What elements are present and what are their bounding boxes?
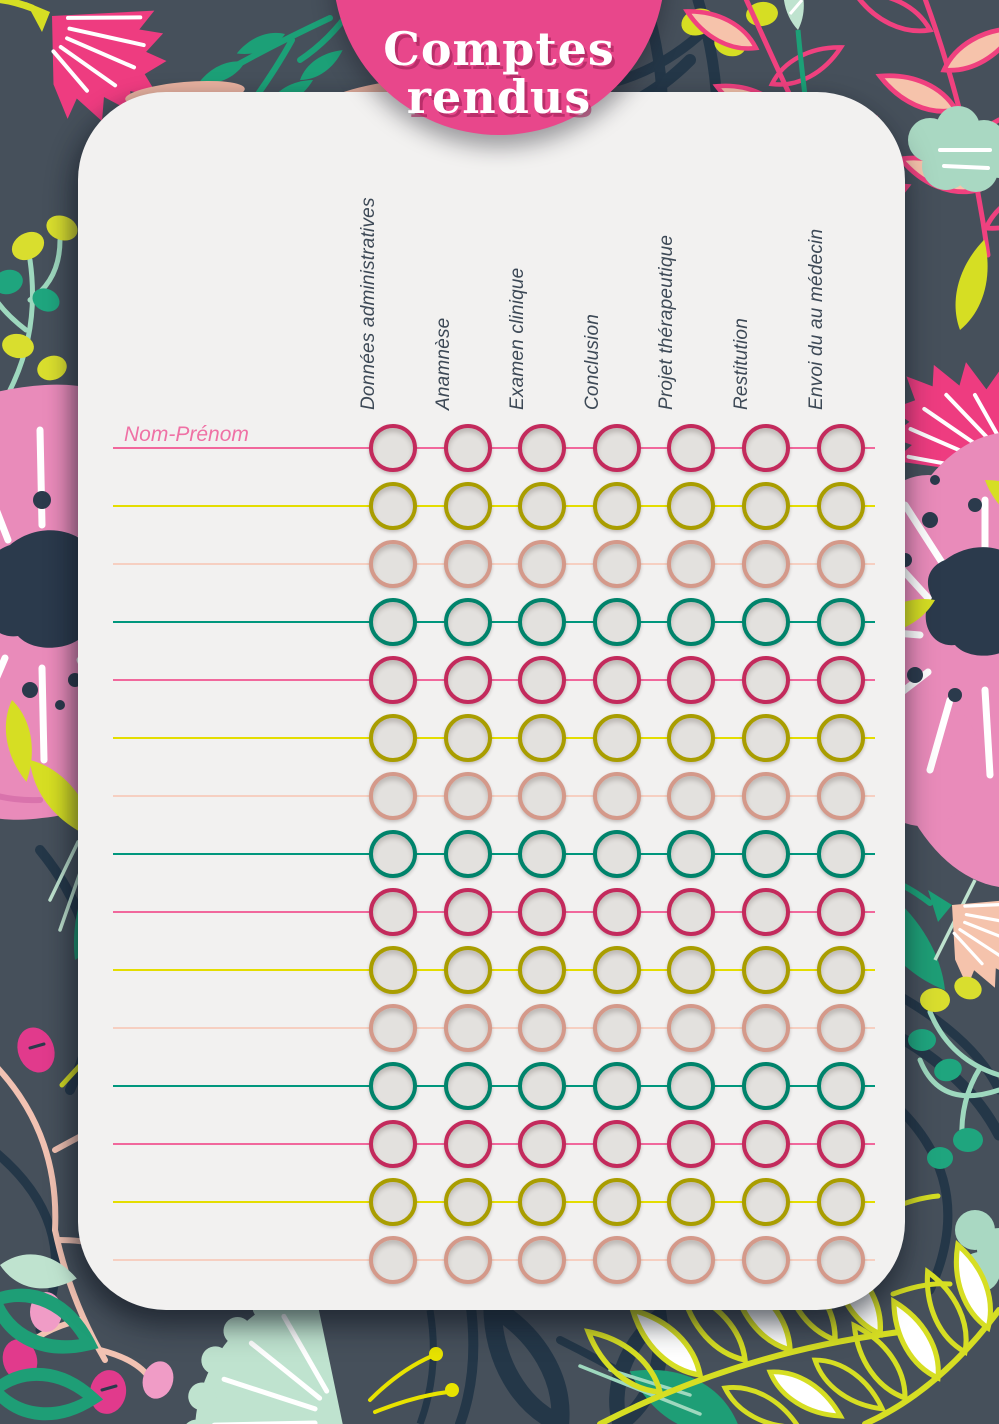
checkbox-circle[interactable] bbox=[518, 1178, 566, 1226]
checkbox-circle[interactable] bbox=[667, 1236, 715, 1284]
checkbox-circle[interactable] bbox=[518, 946, 566, 994]
checkbox-circle[interactable] bbox=[817, 830, 865, 878]
checkbox-circle[interactable] bbox=[444, 1004, 492, 1052]
checkbox-circle[interactable] bbox=[667, 598, 715, 646]
title-line-1: Comptes bbox=[383, 22, 615, 76]
checkbox-circle[interactable] bbox=[817, 1120, 865, 1168]
checkbox-circle[interactable] bbox=[593, 656, 641, 704]
page-title bbox=[333, 22, 665, 124]
name-column-label: Nom-Prénom bbox=[124, 423, 249, 446]
tracker-row bbox=[78, 1178, 905, 1226]
checkbox-circle[interactable] bbox=[518, 424, 566, 472]
checkbox-circle[interactable] bbox=[742, 1004, 790, 1052]
column-header-5: Projet thérapeutique bbox=[656, 234, 678, 410]
checkbox-circle[interactable] bbox=[742, 540, 790, 588]
checkbox-circle[interactable] bbox=[518, 772, 566, 820]
checkbox-circle[interactable] bbox=[667, 772, 715, 820]
checkbox-circle[interactable] bbox=[667, 830, 715, 878]
tracker-row bbox=[78, 714, 905, 762]
checkbox-circle[interactable] bbox=[667, 1062, 715, 1110]
checkbox-circle[interactable] bbox=[518, 888, 566, 936]
checkbox-circle[interactable] bbox=[369, 1236, 417, 1284]
checkbox-circle[interactable] bbox=[444, 482, 492, 530]
checkbox-circle[interactable] bbox=[667, 946, 715, 994]
tracker-row bbox=[78, 656, 905, 704]
checkbox-circle[interactable] bbox=[742, 482, 790, 530]
checkbox-circle[interactable] bbox=[742, 830, 790, 878]
checkbox-circle[interactable] bbox=[817, 424, 865, 472]
tracker-row bbox=[78, 482, 905, 530]
checkbox-circle[interactable] bbox=[742, 424, 790, 472]
checkbox-circle[interactable] bbox=[593, 1236, 641, 1284]
checkbox-circle[interactable] bbox=[667, 1004, 715, 1052]
checkbox-circle[interactable] bbox=[518, 540, 566, 588]
tracker-row bbox=[78, 830, 905, 878]
tracker-card bbox=[78, 92, 905, 1310]
checkbox-circle[interactable] bbox=[518, 482, 566, 530]
checkbox-circle[interactable] bbox=[518, 1062, 566, 1110]
checkbox-circle[interactable] bbox=[742, 714, 790, 762]
checkbox-circle[interactable] bbox=[667, 1120, 715, 1168]
checkbox-circle[interactable] bbox=[369, 1178, 417, 1226]
checkbox-circle[interactable] bbox=[593, 830, 641, 878]
checkbox-circle[interactable] bbox=[369, 1062, 417, 1110]
checkbox-circle[interactable] bbox=[742, 598, 790, 646]
checkbox-circle[interactable] bbox=[369, 540, 417, 588]
checkbox-circle[interactable] bbox=[593, 482, 641, 530]
checkbox-circle[interactable] bbox=[444, 424, 492, 472]
column-header-7: Envoi du au médecin bbox=[805, 228, 827, 410]
checkbox-circle[interactable] bbox=[593, 1062, 641, 1110]
checkbox-circle[interactable] bbox=[369, 946, 417, 994]
checkbox-circle[interactable] bbox=[518, 656, 566, 704]
checkbox-circle[interactable] bbox=[742, 1062, 790, 1110]
checkbox-circle[interactable] bbox=[593, 946, 641, 994]
checkbox-circle[interactable] bbox=[444, 888, 492, 936]
checkbox-circle[interactable] bbox=[444, 946, 492, 994]
checkbox-circle[interactable] bbox=[817, 888, 865, 936]
checkbox-circle[interactable] bbox=[593, 1178, 641, 1226]
tracker-row bbox=[78, 1062, 905, 1110]
checkbox-circle[interactable] bbox=[742, 1178, 790, 1226]
checkbox-circle[interactable] bbox=[817, 1236, 865, 1284]
checkbox-circle[interactable] bbox=[667, 424, 715, 472]
checkbox-circle[interactable] bbox=[667, 482, 715, 530]
checkbox-circle[interactable] bbox=[667, 888, 715, 936]
column-header-1: Données administratives bbox=[358, 197, 379, 410]
checkbox-circle[interactable] bbox=[817, 540, 865, 588]
checkbox-circle[interactable] bbox=[742, 888, 790, 936]
tracker-row bbox=[78, 888, 905, 936]
column-header-2: Anamnèse bbox=[432, 317, 454, 410]
checkbox-circle[interactable] bbox=[742, 946, 790, 994]
checkbox-circle[interactable] bbox=[817, 1062, 865, 1110]
checkbox-circle[interactable] bbox=[593, 424, 641, 472]
checkbox-circle[interactable] bbox=[817, 1178, 865, 1226]
checkbox-circle[interactable] bbox=[817, 946, 865, 994]
checkbox-circle[interactable] bbox=[518, 598, 566, 646]
checkbox-circle[interactable] bbox=[593, 540, 641, 588]
checkbox-circle[interactable] bbox=[817, 772, 865, 820]
checkbox-circle[interactable] bbox=[518, 714, 566, 762]
checkbox-circle[interactable] bbox=[444, 830, 492, 878]
checkbox-circle[interactable] bbox=[742, 772, 790, 820]
checkbox-circle[interactable] bbox=[369, 424, 417, 472]
checkbox-circle[interactable] bbox=[369, 1004, 417, 1052]
checkbox-circle[interactable] bbox=[742, 656, 790, 704]
checkbox-circle[interactable] bbox=[369, 714, 417, 762]
checkbox-circle[interactable] bbox=[444, 772, 492, 820]
tracker-row bbox=[78, 598, 905, 646]
title-line-2: rendus bbox=[406, 70, 592, 124]
checkbox-circle[interactable] bbox=[444, 1120, 492, 1168]
checkbox-circle[interactable] bbox=[593, 1004, 641, 1052]
checkbox-circle[interactable] bbox=[369, 482, 417, 530]
checkbox-circle[interactable] bbox=[369, 772, 417, 820]
checkbox-circle[interactable] bbox=[593, 888, 641, 936]
column-header-4: Conclusion bbox=[581, 314, 603, 410]
checkbox-circle[interactable] bbox=[817, 598, 865, 646]
checkbox-circle[interactable] bbox=[667, 540, 715, 588]
checkbox-circle[interactable] bbox=[667, 656, 715, 704]
checkbox-circle[interactable] bbox=[742, 1120, 790, 1168]
checkbox-circle[interactable] bbox=[817, 656, 865, 704]
tracker-row bbox=[78, 772, 905, 820]
checkbox-circle[interactable] bbox=[742, 1236, 790, 1284]
column-header-6: Restitution bbox=[731, 318, 752, 410]
checkbox-circle[interactable] bbox=[369, 888, 417, 936]
tracker-row bbox=[78, 540, 905, 588]
checkbox-circle[interactable] bbox=[667, 714, 715, 762]
checkbox-circle[interactable] bbox=[444, 1178, 492, 1226]
checkbox-circle[interactable] bbox=[817, 482, 865, 530]
checkbox-circle[interactable] bbox=[369, 656, 417, 704]
checkbox-circle[interactable] bbox=[593, 598, 641, 646]
checkbox-circle[interactable] bbox=[817, 1004, 865, 1052]
checkbox-circle[interactable] bbox=[444, 714, 492, 762]
tracker-row bbox=[78, 1120, 905, 1168]
checkbox-circle[interactable] bbox=[369, 598, 417, 646]
tracker-row bbox=[78, 946, 905, 994]
tracker-row bbox=[78, 1004, 905, 1052]
title-badge bbox=[333, 0, 665, 135]
checkbox-circle[interactable] bbox=[518, 1120, 566, 1168]
checkbox-circle[interactable] bbox=[444, 1062, 492, 1110]
column-header-3: Examen clinique bbox=[507, 267, 529, 410]
checkbox-circle[interactable] bbox=[444, 598, 492, 646]
checkbox-circle[interactable] bbox=[444, 656, 492, 704]
checkbox-circle[interactable] bbox=[518, 830, 566, 878]
tracker-row bbox=[78, 1236, 905, 1284]
checkbox-circle[interactable] bbox=[593, 1120, 641, 1168]
checkbox-circle[interactable] bbox=[444, 1236, 492, 1284]
checkbox-circle[interactable] bbox=[369, 830, 417, 878]
checkbox-circle[interactable] bbox=[817, 714, 865, 762]
checkbox-circle[interactable] bbox=[444, 540, 492, 588]
checkbox-circle[interactable] bbox=[593, 714, 641, 762]
checkbox-circle[interactable] bbox=[518, 1004, 566, 1052]
checkbox-circle[interactable] bbox=[369, 1120, 417, 1168]
checkbox-circle[interactable] bbox=[593, 772, 641, 820]
checkbox-circle[interactable] bbox=[667, 1178, 715, 1226]
checkbox-circle[interactable] bbox=[518, 1236, 566, 1284]
